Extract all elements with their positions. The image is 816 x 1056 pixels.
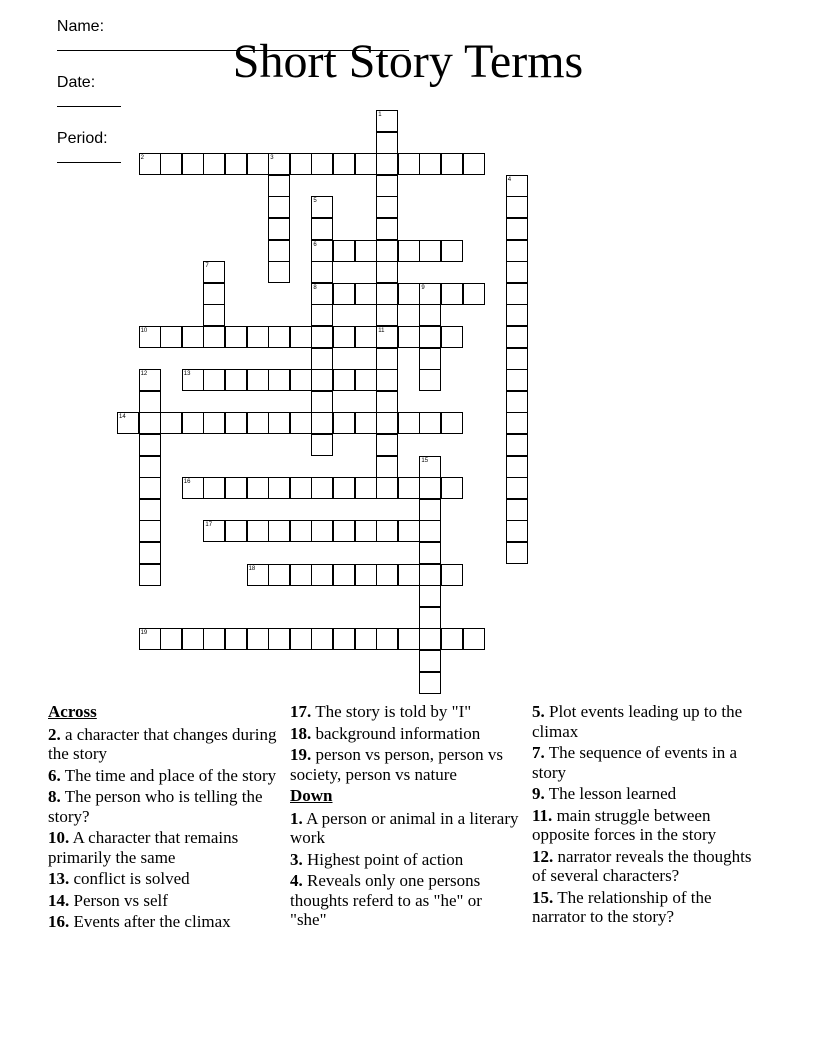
crossword-cell[interactable] [419, 672, 441, 694]
crossword-cell[interactable] [268, 240, 290, 262]
clue-text: conflict is solved [73, 869, 190, 888]
crossword-cell[interactable] [160, 412, 182, 434]
clue-text: Reveals only one persons thoughts referd to as "he" or "she" [290, 871, 482, 929]
clue-text: The relationship of the narrator to the story? [532, 887, 712, 926]
clue-number-label: 10. [48, 828, 70, 847]
clue [290, 809, 522, 848]
crossword-cell[interactable] [290, 326, 312, 348]
crossword-cell[interactable] [506, 369, 528, 391]
crossword-cell[interactable] [506, 391, 528, 413]
crossword-cell[interactable] [311, 520, 333, 542]
clue-text: narrator reveals the thoughts of several characters? [532, 846, 752, 885]
crossword-cell[interactable] [398, 153, 420, 175]
crossword-cell[interactable] [441, 283, 463, 305]
crossword-cell[interactable] [333, 520, 355, 542]
crossword-cell[interactable] [398, 283, 420, 305]
crossword-cell[interactable] [311, 628, 333, 650]
clue-number: 5 [313, 198, 317, 205]
crossword-cell[interactable] [355, 153, 377, 175]
crossword-cell[interactable] [247, 564, 269, 586]
clue-text: Highest point of action [307, 849, 464, 869]
crossword-cell[interactable] [376, 628, 398, 650]
crossword-cell[interactable] [203, 326, 225, 348]
clue-number: 18 [248, 565, 256, 572]
crossword-cell[interactable] [139, 456, 161, 478]
crossword-cell[interactable] [225, 520, 247, 542]
clue-section-heading: Down [290, 786, 333, 805]
crossword-cell[interactable] [376, 132, 398, 154]
crossword-cell[interactable] [355, 369, 377, 391]
crossword-cell[interactable] [419, 283, 441, 305]
crossword-cell[interactable] [139, 369, 161, 391]
crossword-cell[interactable] [441, 564, 463, 586]
crossword-cell[interactable] [441, 477, 463, 499]
clue-number-label: 4. [290, 871, 303, 890]
clue-number: 17 [205, 522, 213, 529]
clue-text: main struggle between opposite forces in the story [532, 805, 717, 844]
crossword-cell[interactable] [139, 564, 161, 586]
crossword-cell[interactable] [160, 326, 182, 348]
crossword-cell[interactable] [419, 628, 441, 650]
crossword-cell[interactable] [268, 218, 290, 240]
crossword-cell[interactable] [311, 564, 333, 586]
crossword-cell[interactable] [419, 542, 441, 564]
clue-number: 15 [421, 457, 429, 464]
crossword-cell[interactable] [463, 628, 485, 650]
clue-number: 12 [140, 371, 148, 378]
crossword-cell[interactable] [333, 477, 355, 499]
crossword-cell[interactable] [247, 520, 269, 542]
clue-text: A character that remains primarily the same [48, 828, 239, 867]
crossword-cell[interactable] [376, 175, 398, 197]
crossword-cell[interactable] [268, 261, 290, 283]
crossword-cell[interactable] [506, 283, 528, 305]
clue-number-label: 16. [48, 912, 70, 931]
crossword-cell[interactable] [203, 261, 225, 283]
crossword-cell[interactable] [419, 304, 441, 326]
crossword-cell[interactable] [182, 369, 204, 391]
crossword-cell[interactable] [376, 196, 398, 218]
clues-column-2 [290, 702, 522, 932]
crossword-cell[interactable] [506, 326, 528, 348]
crossword-cell[interactable] [268, 477, 290, 499]
crossword-cell[interactable] [376, 261, 398, 283]
clue [48, 828, 288, 867]
crossword-cell[interactable] [268, 412, 290, 434]
crossword-cell[interactable] [441, 326, 463, 348]
crossword-cell[interactable] [506, 304, 528, 326]
page-title: Short Story Terms [232, 35, 584, 88]
period-label: Period: [56, 130, 108, 147]
crossword-cell[interactable] [376, 520, 398, 542]
crossword-cell[interactable] [203, 283, 225, 305]
crossword-cell[interactable] [398, 326, 420, 348]
crossword-cell[interactable] [376, 153, 398, 175]
crossword-cell[interactable] [355, 477, 377, 499]
crossword-cell[interactable] [182, 628, 204, 650]
crossword-cell[interactable] [247, 369, 269, 391]
clue-number-label: 8. [48, 787, 61, 806]
crossword-cell[interactable] [203, 520, 225, 542]
crossword-cell[interactable] [311, 434, 333, 456]
crossword-cell[interactable] [419, 520, 441, 542]
crossword-cell[interactable] [290, 153, 312, 175]
clue-number: 8 [313, 284, 317, 291]
crossword-cell[interactable] [311, 240, 333, 262]
crossword-cell[interactable] [333, 283, 355, 305]
crossword-cell[interactable] [139, 520, 161, 542]
clue-section-heading: Across [48, 702, 97, 721]
crossword-cell[interactable] [376, 412, 398, 434]
crossword-cell[interactable] [333, 628, 355, 650]
crossword-cell[interactable] [355, 326, 377, 348]
clue-text: Events after the climax [73, 912, 231, 931]
crossword-cell[interactable] [311, 261, 333, 283]
crossword-cell[interactable] [311, 412, 333, 434]
crossword-cell[interactable] [376, 434, 398, 456]
crossword-cell[interactable] [139, 153, 161, 175]
crossword-cell[interactable] [419, 456, 441, 478]
crossword-cell[interactable] [441, 628, 463, 650]
clue [532, 784, 752, 804]
crossword-cell[interactable] [419, 564, 441, 586]
crossword-cell[interactable] [333, 326, 355, 348]
crossword-cell[interactable] [268, 196, 290, 218]
crossword-cell[interactable] [506, 218, 528, 240]
crossword-cell[interactable] [376, 348, 398, 370]
clue-text: The time and place of the story [64, 765, 277, 785]
crossword-cell[interactable] [506, 348, 528, 370]
clue-text: The person who is telling the story? [48, 787, 263, 826]
crossword-cell[interactable] [506, 542, 528, 564]
crossword-cell[interactable] [139, 412, 161, 434]
crossword-cell[interactable] [268, 153, 290, 175]
clue [532, 702, 752, 741]
crossword-cell[interactable] [506, 261, 528, 283]
crossword-cell[interactable] [506, 456, 528, 478]
crossword-cell[interactable] [376, 304, 398, 326]
clue-number: 10 [140, 328, 148, 334]
crossword-cell[interactable] [376, 456, 398, 478]
crossword-cell[interactable] [506, 520, 528, 542]
crossword-cell[interactable] [333, 369, 355, 391]
clue [532, 743, 752, 782]
crossword-cell[interactable] [247, 628, 269, 650]
clue-number-label: 7. [532, 743, 545, 762]
clue-text: background information [315, 723, 481, 743]
clue-number-label: 9. [532, 784, 545, 803]
clue [532, 888, 752, 927]
crossword-cell[interactable] [441, 412, 463, 434]
crossword-cell[interactable] [463, 153, 485, 175]
crossword-cell[interactable] [268, 628, 290, 650]
clue [48, 787, 288, 826]
crossword-cell[interactable] [225, 628, 247, 650]
clue-number: 2 [140, 155, 144, 162]
crossword-cell[interactable] [139, 499, 161, 521]
crossword-cell[interactable] [225, 412, 247, 434]
clue [290, 724, 522, 744]
clue-text: a character that changes during the story [48, 724, 277, 763]
crossword-cell[interactable] [290, 477, 312, 499]
crossword-cell[interactable] [376, 240, 398, 262]
clue [290, 745, 522, 784]
crossword-cell[interactable] [506, 477, 528, 499]
clue-text: person vs person, person vs society, person vs nature [290, 745, 503, 784]
clue-number-label: 3. [290, 849, 303, 869]
crossword-cell[interactable] [419, 607, 441, 629]
clue-number: 3 [270, 155, 274, 162]
clue-number-label: 17. [290, 702, 312, 721]
crossword-cell[interactable] [290, 564, 312, 586]
clue-number: 11 [378, 328, 385, 334]
crossword-cell[interactable] [506, 412, 528, 434]
crossword-cell[interactable] [182, 477, 204, 499]
clue-number: 16 [183, 479, 191, 486]
crossword-cell[interactable] [311, 391, 333, 413]
crossword-cell[interactable] [117, 412, 139, 434]
crossword-cell[interactable] [182, 153, 204, 175]
clue-text: Plot events leading up to the climax [532, 702, 743, 741]
crossword-cell[interactable] [203, 369, 225, 391]
crossword-cell[interactable] [139, 477, 161, 499]
crossword-cell[interactable] [268, 564, 290, 586]
crossword-cell[interactable] [333, 153, 355, 175]
crossword-cell[interactable] [268, 175, 290, 197]
crossword-cell[interactable] [419, 412, 441, 434]
crossword-cell[interactable] [398, 564, 420, 586]
crossword-cell[interactable] [376, 369, 398, 391]
crossword-cell[interactable] [311, 348, 333, 370]
crossword-cell[interactable] [355, 412, 377, 434]
crossword-cell[interactable] [290, 369, 312, 391]
crossword-cell[interactable] [203, 412, 225, 434]
crossword-cell[interactable] [419, 326, 441, 348]
crossword-cell[interactable] [225, 153, 247, 175]
crossword-cell[interactable] [139, 628, 161, 650]
crossword-cell[interactable] [311, 218, 333, 240]
crossword-cell[interactable] [160, 153, 182, 175]
crossword-cell[interactable] [247, 477, 269, 499]
crossword-cell[interactable] [506, 434, 528, 456]
clue-number-label: 13. [48, 869, 70, 888]
name-label: Name: [56, 18, 105, 35]
crossword-cell[interactable] [398, 477, 420, 499]
crossword-cell[interactable] [311, 283, 333, 305]
crossword-cell[interactable] [311, 477, 333, 499]
crossword-cell[interactable] [376, 283, 398, 305]
clue [48, 725, 288, 764]
crossword-cell[interactable] [139, 542, 161, 564]
crossword-cell[interactable] [463, 283, 485, 305]
clue [532, 806, 752, 845]
clue-number-label: 11. [532, 805, 553, 825]
crossword-cell[interactable] [203, 153, 225, 175]
crossword-cell[interactable] [225, 477, 247, 499]
clue-number-label: 1. [290, 808, 303, 828]
crossword-cell[interactable] [419, 499, 441, 521]
crossword-cell[interactable] [398, 520, 420, 542]
crossword-cell[interactable] [419, 348, 441, 370]
crossword-cell[interactable] [376, 477, 398, 499]
clue-number-label: 6. [48, 765, 61, 785]
clue-number-label: 18. [290, 723, 312, 743]
crossword-cell[interactable] [311, 196, 333, 218]
clue [48, 869, 288, 889]
crossword-cell[interactable] [376, 110, 398, 132]
crossword-cell[interactable] [376, 218, 398, 240]
crossword-cell[interactable] [376, 326, 398, 348]
crossword-cell[interactable] [182, 412, 204, 434]
clue-number-label: 14. [48, 890, 70, 910]
crossword-cell[interactable] [139, 434, 161, 456]
crossword-cell[interactable] [506, 240, 528, 262]
crossword-cell[interactable] [355, 283, 377, 305]
clue [48, 912, 288, 932]
clue-number-label: 2. [48, 724, 61, 744]
crossword-cell[interactable] [419, 477, 441, 499]
clue-number: 13 [183, 371, 191, 378]
crossword-cell[interactable] [398, 628, 420, 650]
crossword-cell[interactable] [311, 369, 333, 391]
crossword-cell[interactable] [225, 326, 247, 348]
crossword-cell[interactable] [225, 369, 247, 391]
clue [532, 847, 752, 886]
crossword-cell[interactable] [441, 153, 463, 175]
crossword-cell[interactable] [355, 564, 377, 586]
crossword-cell[interactable] [333, 412, 355, 434]
clue [48, 891, 288, 911]
crossword-cell[interactable] [376, 391, 398, 413]
crossword-cell[interactable] [268, 326, 290, 348]
crossword-cell[interactable] [506, 196, 528, 218]
crossword-cell[interactable] [139, 326, 161, 348]
clue-number: 1 [378, 112, 382, 118]
crossword-cell[interactable] [398, 240, 420, 262]
crossword-cell[interactable] [182, 326, 204, 348]
crossword-cell[interactable] [247, 412, 269, 434]
clue [290, 702, 522, 722]
crossword-cell[interactable] [247, 326, 269, 348]
crossword-cell[interactable] [160, 628, 182, 650]
clue-number-label: 12. [532, 846, 554, 866]
clue [290, 850, 522, 870]
crossword-cell[interactable] [419, 369, 441, 391]
crossword-cell[interactable] [506, 499, 528, 521]
crossword-cell[interactable] [290, 520, 312, 542]
crossword-cell[interactable] [333, 564, 355, 586]
crossword-cell[interactable] [247, 153, 269, 175]
clue-text: Person vs self [73, 890, 168, 910]
clue-number-label: 15. [532, 887, 554, 907]
clue-number-label: 19. [290, 745, 312, 764]
clue-number: 6 [313, 241, 317, 248]
crossword-cell[interactable] [419, 585, 441, 607]
clues-column-3 [532, 702, 752, 929]
crossword-cell[interactable] [203, 477, 225, 499]
crossword-cell[interactable] [355, 520, 377, 542]
crossword-cell[interactable] [376, 564, 398, 586]
crossword-cell[interactable] [333, 240, 355, 262]
crossword-cell[interactable] [139, 391, 161, 413]
crossword-cell[interactable] [419, 650, 441, 672]
crossword-cell[interactable] [419, 240, 441, 262]
clue-text: The sequence of events in a story [532, 743, 738, 782]
crossword-cell[interactable] [203, 304, 225, 326]
clue-number-label: 5. [532, 702, 545, 721]
crossword-cell[interactable] [355, 628, 377, 650]
clue-number: 4 [507, 176, 512, 183]
clue-text: The story is told by "I" [315, 702, 472, 721]
crossword-cell[interactable] [311, 153, 333, 175]
clue-number: 9 [421, 284, 425, 291]
clue-number: 14 [119, 414, 126, 421]
crossword-cell[interactable] [419, 153, 441, 175]
crossword-cell[interactable] [398, 412, 420, 434]
clue-number: 7 [205, 263, 209, 270]
clue-text: The lesson learned [548, 784, 677, 803]
crossword-cell[interactable] [268, 520, 290, 542]
clue [290, 871, 522, 930]
clue-number: 19 [140, 630, 148, 637]
crossword-cell[interactable] [355, 240, 377, 262]
clue [48, 766, 288, 786]
crossword-cell[interactable] [506, 175, 528, 197]
clue-text: A person or animal in a literary work [290, 808, 519, 847]
crossword-cell[interactable] [268, 369, 290, 391]
crossword-cell[interactable] [311, 326, 333, 348]
crossword-cell[interactable] [290, 628, 312, 650]
clues-column-1 [48, 702, 288, 934]
crossword-cell[interactable] [441, 240, 463, 262]
crossword-cell[interactable] [203, 628, 225, 650]
date-label: Date: [56, 74, 96, 91]
crossword-cell[interactable] [290, 412, 312, 434]
crossword-cell[interactable] [311, 304, 333, 326]
